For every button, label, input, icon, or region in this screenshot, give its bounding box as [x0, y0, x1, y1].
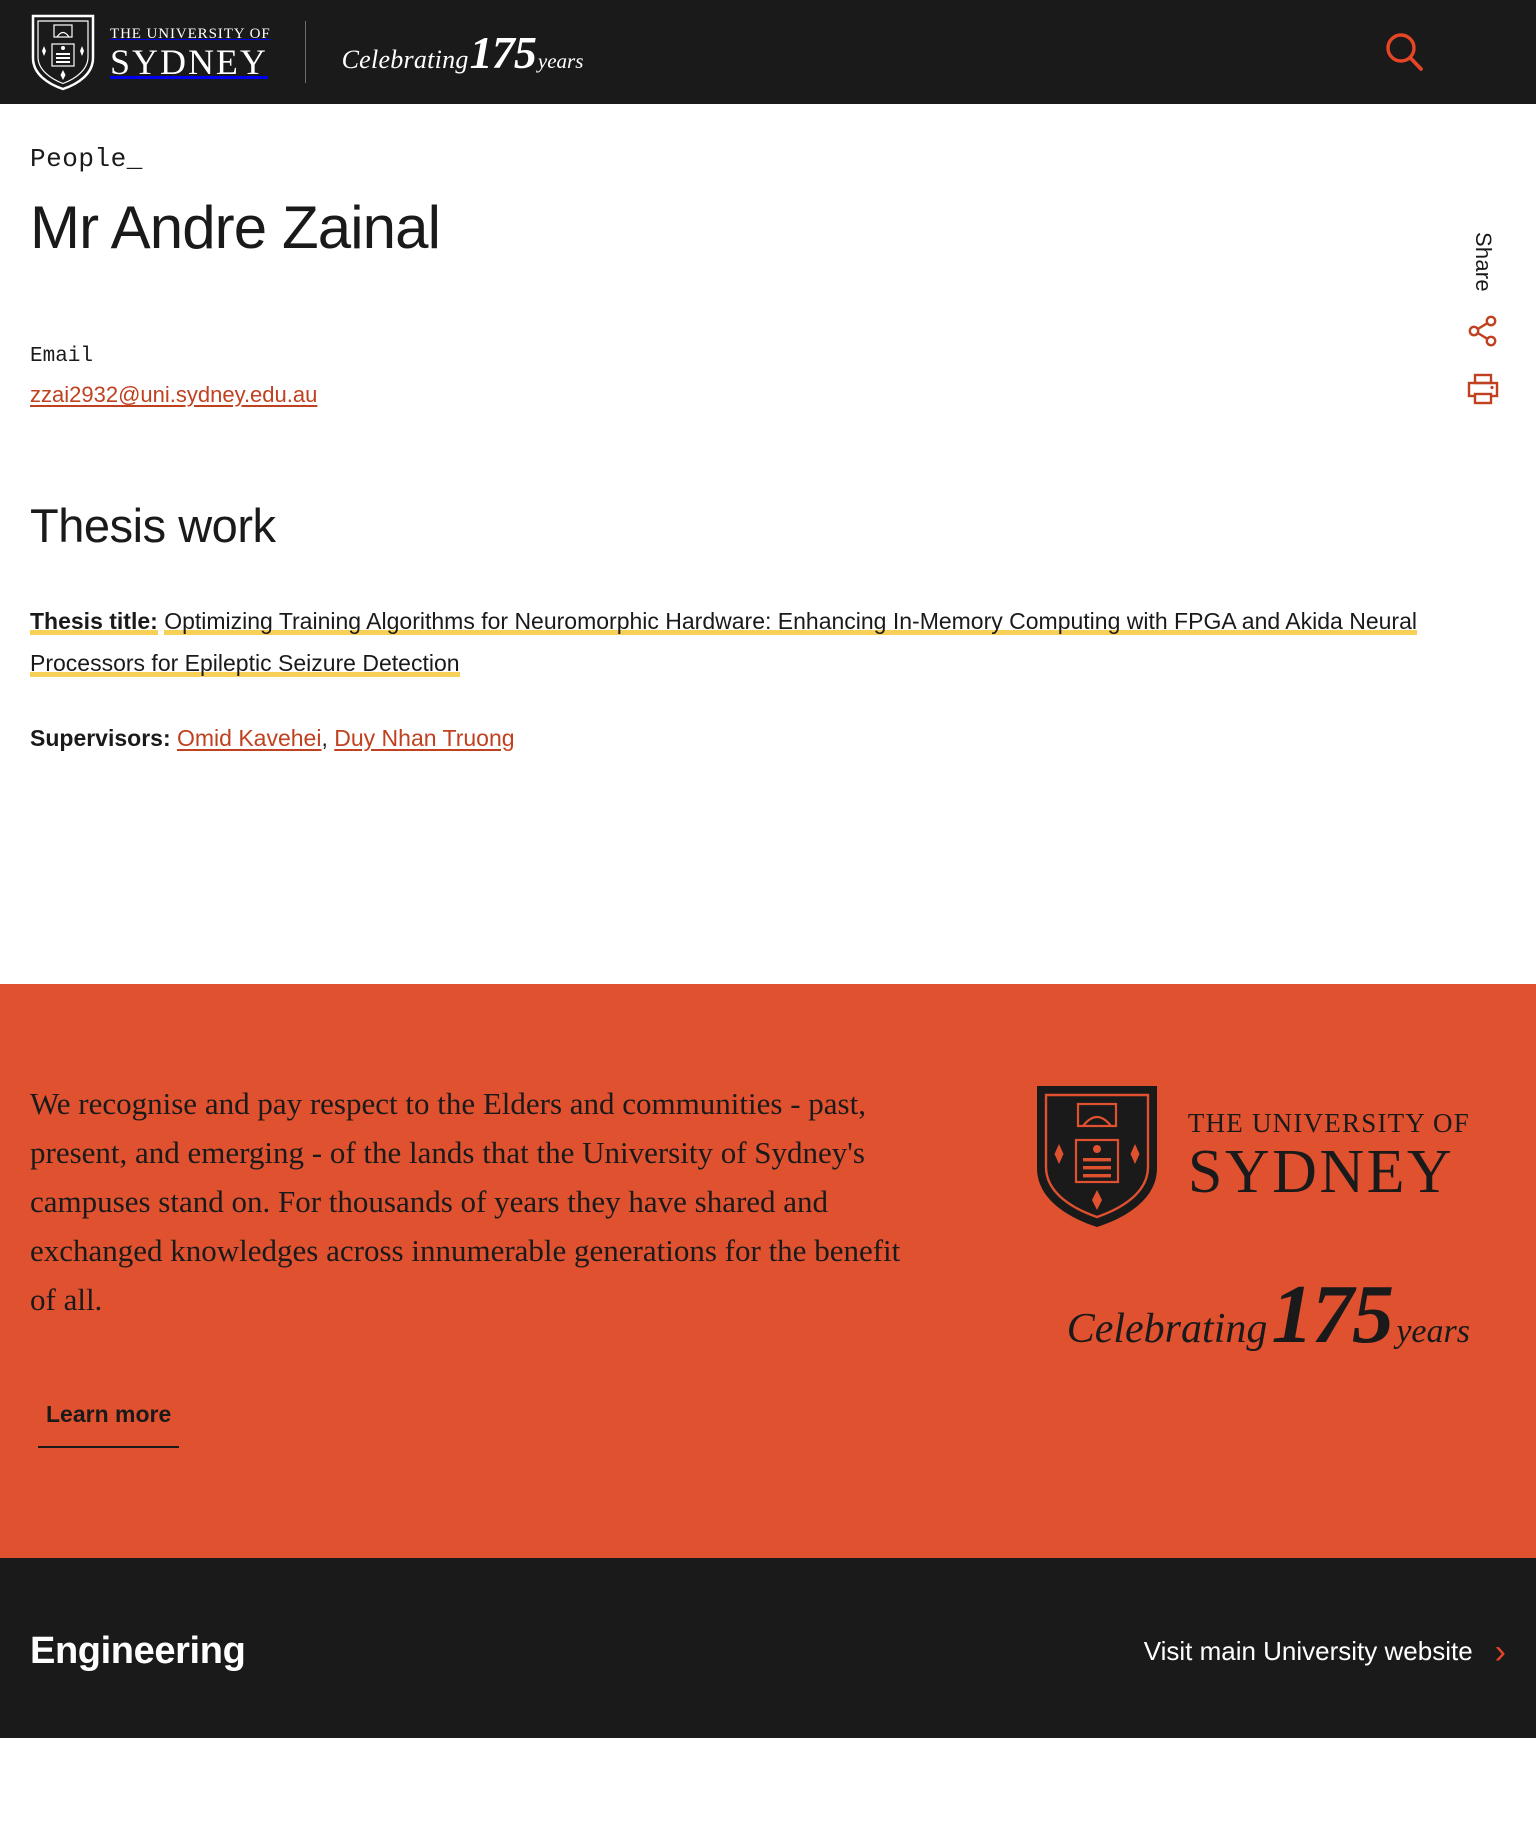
page-title: Mr Andre Zainal [30, 194, 441, 261]
section-title-thesis-work: Thesis work [30, 498, 276, 552]
supervisors-label: Supervisors: [30, 724, 171, 751]
acknowledgement-of-country [0, 984, 1536, 1558]
email-link[interactable]: zzai2932@uni.sydney.edu.au [30, 381, 318, 407]
header-actions [1382, 30, 1508, 74]
acknowledgement-left [30, 1080, 930, 1448]
breadcrumb-eyebrow: People_ [30, 144, 143, 174]
footer-link-label: Visit main University website [1143, 1636, 1473, 1667]
chevron-right-icon: › [1494, 1632, 1506, 1671]
main-content [0, 104, 1536, 984]
footer-wordmark-line-1: THE UNIVERSITY OF [1187, 1107, 1470, 1138]
visit-main-university-website-link[interactable] [1143, 1632, 1506, 1671]
supervisor-link-2[interactable]: Duy Nhan Truong [334, 724, 515, 751]
email-label: Email [30, 344, 94, 368]
thesis-title-value: Optimizing Training Algorithms for Neuromorphic Hardware: Enhancing In-Memory Computing with FPGA and Akida Neural Processors for Epileptic Seizure Detection [30, 607, 1417, 676]
acknowledgement-right [1032, 1080, 1506, 1363]
wordmark-line-1: THE UNIVERSITY OF [110, 25, 271, 42]
search-icon[interactable] [1382, 30, 1426, 74]
footer-wordmark-line-2: SYDNEY [1187, 1137, 1455, 1206]
share-label: Share [1471, 232, 1496, 292]
wordmark-line-2: SYDNEY [110, 41, 268, 82]
footer-faculty-title: Engineering [30, 1630, 246, 1673]
home-logo-link[interactable] [30, 12, 271, 92]
university-crest-icon-footer [1032, 1080, 1162, 1232]
footer-celebrating-years: years [1396, 1313, 1470, 1350]
site-footer [0, 1558, 1536, 1738]
celebrating-number: 175 [469, 26, 536, 78]
print-icon[interactable] [1466, 373, 1500, 408]
share-rail [1454, 232, 1512, 408]
footer-celebrating-number: 175 [1271, 1268, 1393, 1361]
celebrating-175-years-footer [1067, 1266, 1470, 1363]
university-crest-icon [30, 12, 96, 92]
learn-more-link[interactable]: Learn more [38, 1401, 179, 1448]
supervisor-link-1[interactable]: Omid Kavehei [177, 724, 322, 751]
footer-wordmark [1187, 1107, 1470, 1206]
celebrating-175-years-header [342, 26, 584, 79]
celebrating-word: Celebrating [341, 44, 469, 74]
footer-celebrating-word: Celebrating [1066, 1306, 1268, 1352]
site-header [0, 0, 1536, 104]
supervisors-paragraph [30, 725, 1506, 752]
supervisor-separator: , [321, 724, 335, 751]
celebrating-years: years [537, 48, 584, 73]
thesis-title-paragraph [30, 601, 1440, 685]
thesis-title-label: Thesis title: [30, 607, 158, 634]
header-divider [305, 21, 306, 83]
share-icon[interactable] [1466, 314, 1500, 351]
university-wordmark [110, 25, 271, 80]
footer-university-logo [1032, 1080, 1470, 1232]
acknowledgement-text: We recognise and pay respect to the Elders and communities - past, present, and emerging - of the lands that the University of Sydney's campuses stand on. For thousands of years they have shared and exchanged knowledges across innumerable generations for the benefit of all. [30, 1086, 901, 1317]
hamburger-menu-icon[interactable] [1456, 35, 1502, 69]
